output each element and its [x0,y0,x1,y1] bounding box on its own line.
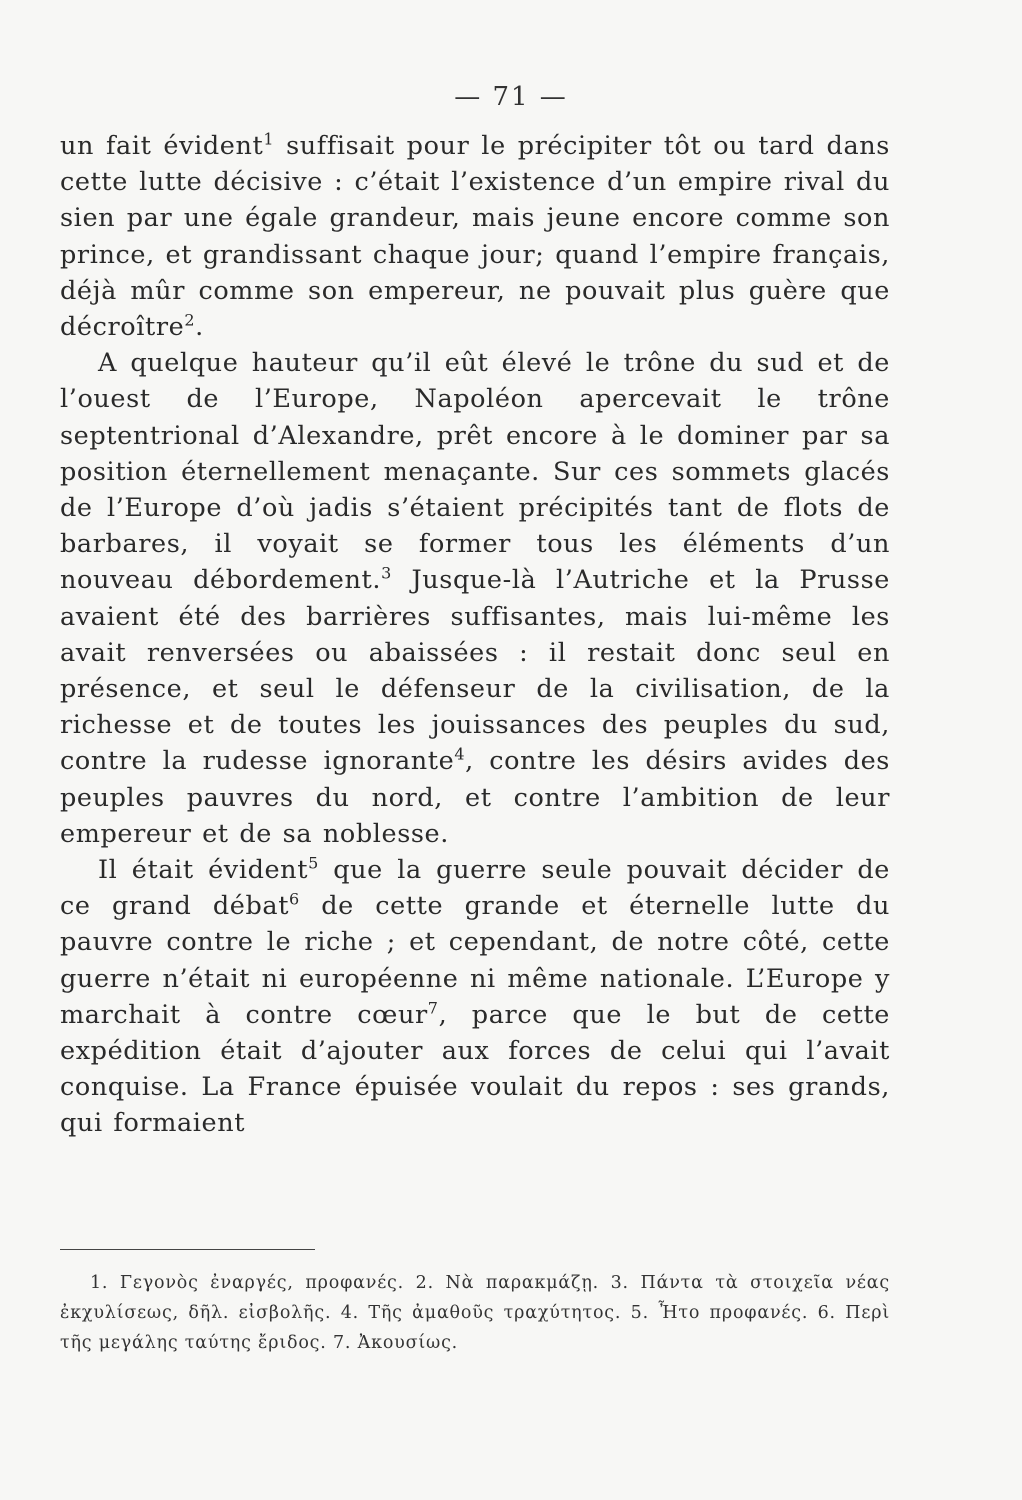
paragraph-1-text-c: . [195,312,204,343]
footnotes [60,1268,890,1358]
paragraph-1-text-b: suffisait pour le précipiter tôt ou tard dans cette lutte décisive : c’était l’existence d’un empire rival du sien par une égale grandeur, mais jeune encore comme son prince, et grandissant chaque jour; quand l’empire français, déjà mûr comme son empereur, ne pouvait plus guère que décroître [60,131,890,343]
footnotes-text: 1. Γεγονὸς ἐναργές, προφανές. 2. Νὰ παρακμάζῃ. 3. Πάντα τὰ στοιχεῖα νέας ἐκχυλίσεως, δῆλ. εἰσβολῆς. 4. Τῆς ἀμαθοῦς τραχύτητος. 5. Ἦτο προφανές. 6. Περὶ τῆς μεγάλης ταύτης ἔριδος. 7. Ἀκουσίως. [60,1273,890,1353]
footnote-ref-1: 1 [263,129,275,149]
main-text [60,128,890,1142]
footnote-ref-3: 3 [381,563,392,583]
paragraph-2 [60,345,890,852]
footnote-ref-4: 4 [454,744,466,764]
paragraph-3-text-c: de cette grande et éternelle lutte du pauvre contre le riche ; et cependant, de notre côté, cette guerre n’était ni européenne ni même nationale. L’Europe y marchait à contre cœur [60,891,890,1030]
footnote-ref-6: 6 [289,889,300,909]
footnote-separator [60,1249,315,1250]
paragraph-1 [60,128,890,345]
paragraph-1-text-a: un fait évident [60,131,264,161]
paragraph-2-text-c: , contre les désirs avides des peuples pauvres du nord, et contre l’ambition de leur empereur et de sa noblesse. [60,746,890,849]
paragraph-3-text-d: , parce que le but de cette expédition était d’ajouter aux forces de celui qui l’avait conquise. La France épuisée voulait du repos : ses grands, qui formaient [60,999,890,1139]
paragraph-2-text-a: A quelque hauteur qu’il eût élevé le trône du sud et de l’ouest de l’Europe, Napoléon apercevait le trône septentrional d’Alexandre, prêt encore à le dominer par sa position éternellement menaçante. Sur ces sommets glacés de l’Europe d’où jadis s’étaient précipités tant de flots de barbares, il voyait se former tous les éléments d’un nouveau débordement. [60,348,890,596]
footnote-ref-5: 5 [308,853,319,873]
paragraph-2-text-b: Jusque-là l’Autriche et la Prusse avaient été des barrières suffisantes, mais lui-même les avait renversées ou abaissées : il restait donc seul en présence, et seul le défenseur de la civilisation, de la richesse et de toutes les jouissances des peuples du sud, contre la rudesse ignorante [60,565,890,777]
paragraph-3 [60,852,890,1142]
footnote-ref-2: 2 [184,310,196,330]
page-number: — 71 — [454,82,568,112]
footnote-ref-7: 7 [427,998,439,1018]
paragraph-3-text-a: Il était évident [98,855,309,886]
paragraph-3-text-b: que la guerre seule pouvait décider de ce grand débat [60,855,890,922]
